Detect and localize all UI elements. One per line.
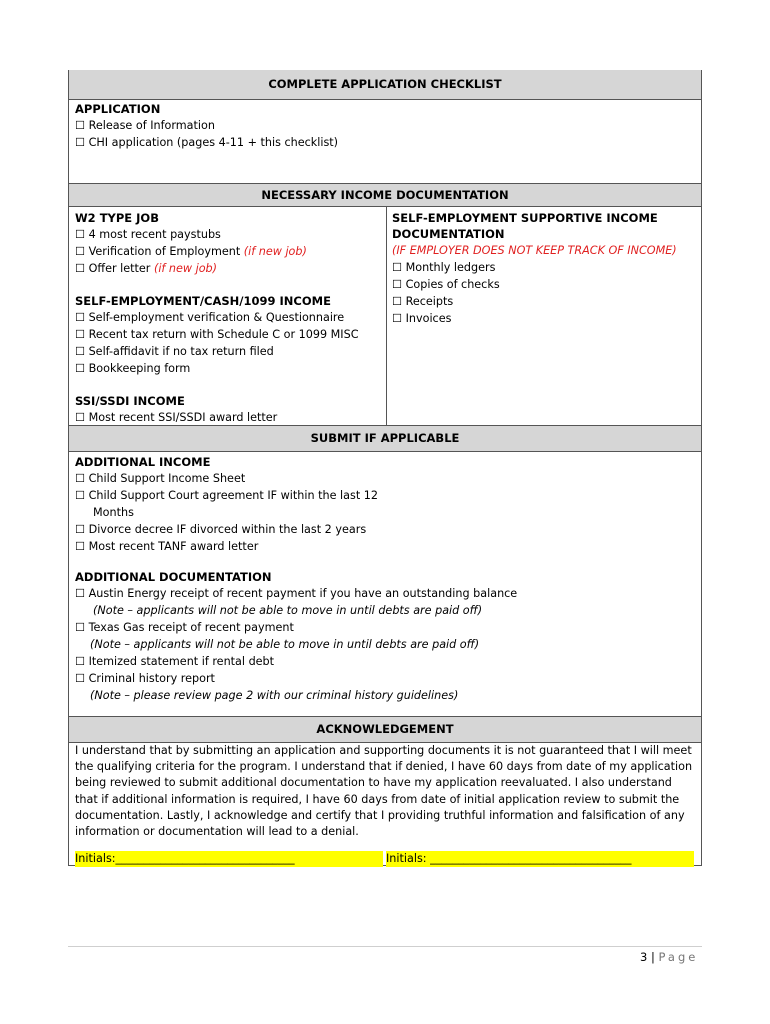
supportive-heading-line2: DOCUMENTATION bbox=[392, 227, 505, 241]
page-separator: | bbox=[647, 950, 659, 964]
initials-field-2[interactable]: Initials: ____________________________________ bbox=[386, 851, 694, 867]
initials-field-1[interactable]: Initials:________________________________ bbox=[75, 851, 383, 867]
self-employment-heading: SELF-EMPLOYMENT/CASH/1099 INCOME bbox=[75, 294, 331, 308]
if-new-job-note: (if new job) bbox=[243, 245, 307, 258]
page-number-value: 3 bbox=[640, 950, 648, 964]
checkbox-copies-of-checks[interactable]: ☐ Copies of checks bbox=[392, 278, 500, 291]
additional-income-section bbox=[75, 454, 378, 555]
checkbox-chi-application[interactable]: ☐ CHI application (pages 4-11 + this checklist) bbox=[75, 136, 339, 149]
checkbox-recent-tax-return[interactable]: ☐ Recent tax return with Schedule C or 1099 MISC bbox=[75, 328, 359, 341]
ssi-section bbox=[75, 393, 277, 426]
checkbox-texas-gas-receipt[interactable]: ☐ Texas Gas receipt of recent payment bbox=[75, 621, 294, 634]
checkbox-self-affidavit[interactable]: ☐ Self-affidavit if no tax return filed bbox=[75, 345, 274, 358]
verification-employment-label: ☐ Verification of Employment bbox=[75, 245, 244, 258]
income-title: NECESSARY INCOME DOCUMENTATION bbox=[261, 188, 509, 202]
debt-note: (Note – applicants will not be able to move in until debts are paid off) bbox=[90, 638, 480, 651]
checkbox-offer-letter[interactable] bbox=[75, 260, 307, 277]
if-new-job-note: (if new job) bbox=[153, 262, 218, 275]
additional-income-heading: ADDITIONAL INCOME bbox=[75, 455, 211, 469]
checkbox-ssi-award-letter[interactable]: ☐ Most recent SSI/SSDI award letter bbox=[75, 411, 278, 424]
debt-note: (Note – applicants will not be able to move in until debts are paid off) bbox=[93, 604, 483, 617]
additional-documentation-section bbox=[75, 569, 517, 704]
supportive-income-section bbox=[392, 210, 677, 327]
page-label: Page bbox=[658, 950, 699, 964]
acknowledgement-text: I understand that by submitting an application and supporting documents it is not guaranteed that I will meet the qualifying criteria for the program. I understand that if denied, I have 60 days from date of my application being reviewed to submit additional documentation to have my application reevaluated. I also understand that if additional information is required, I have 60 days from date of initial application review to submit the documentation. Lastly, I acknowledge and certify that I providing truthful information and falsification of any information or documentation will lead to a denial. bbox=[75, 744, 693, 839]
footer-divider bbox=[68, 946, 702, 947]
applicable-title: SUBMIT IF APPLICABLE bbox=[310, 431, 460, 445]
ssi-heading: SSI/SSDI INCOME bbox=[75, 394, 185, 408]
checkbox-receipts[interactable]: ☐ Receipts bbox=[392, 295, 454, 308]
checkbox-paystubs[interactable]: ☐ 4 most recent paystubs bbox=[75, 228, 221, 241]
self-employment-section bbox=[75, 293, 359, 377]
supportive-heading-line1: SELF-EMPLOYMENT SUPPORTIVE INCOME bbox=[392, 211, 658, 225]
employer-note: (IF EMPLOYER DOES NOT KEEP TRACK OF INCOME) bbox=[392, 244, 677, 257]
offer-letter-label: ☐ Offer letter bbox=[75, 262, 154, 275]
applicable-header bbox=[69, 425, 701, 452]
checkbox-child-support-sheet[interactable]: ☐ Child Support Income Sheet bbox=[75, 472, 246, 485]
income-header bbox=[69, 183, 701, 207]
checklist-title: COMPLETE APPLICATION CHECKLIST bbox=[268, 77, 502, 91]
column-divider bbox=[386, 207, 387, 425]
checkbox-criminal-history-report[interactable]: ☐ Criminal history report bbox=[75, 672, 215, 685]
checkbox-bookkeeping-form[interactable]: ☐ Bookkeeping form bbox=[75, 362, 191, 375]
child-support-continuation: Months bbox=[93, 506, 134, 519]
checkbox-austin-energy-receipt[interactable]: ☐ Austin Energy receipt of recent payment if you have an outstanding balance bbox=[75, 587, 518, 600]
checklist-header bbox=[69, 70, 701, 100]
checkbox-release-of-information[interactable]: ☐ Release of Information bbox=[75, 119, 215, 132]
application-section bbox=[75, 101, 338, 151]
w2-heading: W2 TYPE JOB bbox=[75, 211, 159, 225]
checkbox-monthly-ledgers[interactable]: ☐ Monthly ledgers bbox=[392, 261, 496, 274]
checkbox-tanf-award-letter[interactable]: ☐ Most recent TANF award letter bbox=[75, 540, 259, 553]
checkbox-divorce-decree[interactable]: ☐ Divorce decree IF divorced within the last 2 years bbox=[75, 523, 367, 536]
criminal-history-note: (Note – please review page 2 with our criminal history guidelines) bbox=[90, 689, 459, 702]
acknowledgement-header bbox=[69, 716, 701, 743]
acknowledgement-title: ACKNOWLEDGEMENT bbox=[316, 722, 454, 736]
additional-documentation-heading: ADDITIONAL DOCUMENTATION bbox=[75, 570, 272, 584]
checkbox-itemized-statement[interactable]: ☐ Itemized statement if rental debt bbox=[75, 655, 275, 668]
checkbox-verification-employment[interactable] bbox=[75, 243, 307, 260]
page-number bbox=[640, 950, 698, 964]
application-heading: APPLICATION bbox=[75, 102, 161, 116]
application-checklist-table bbox=[68, 70, 702, 866]
checkbox-invoices[interactable]: ☐ Invoices bbox=[392, 312, 452, 325]
w2-section bbox=[75, 210, 307, 277]
checkbox-child-support-agreement[interactable]: ☐ Child Support Court agreement IF within the last 12 bbox=[75, 489, 378, 502]
checkbox-self-employment-verification[interactable]: ☐ Self-employment verification & Questionnaire bbox=[75, 311, 345, 324]
